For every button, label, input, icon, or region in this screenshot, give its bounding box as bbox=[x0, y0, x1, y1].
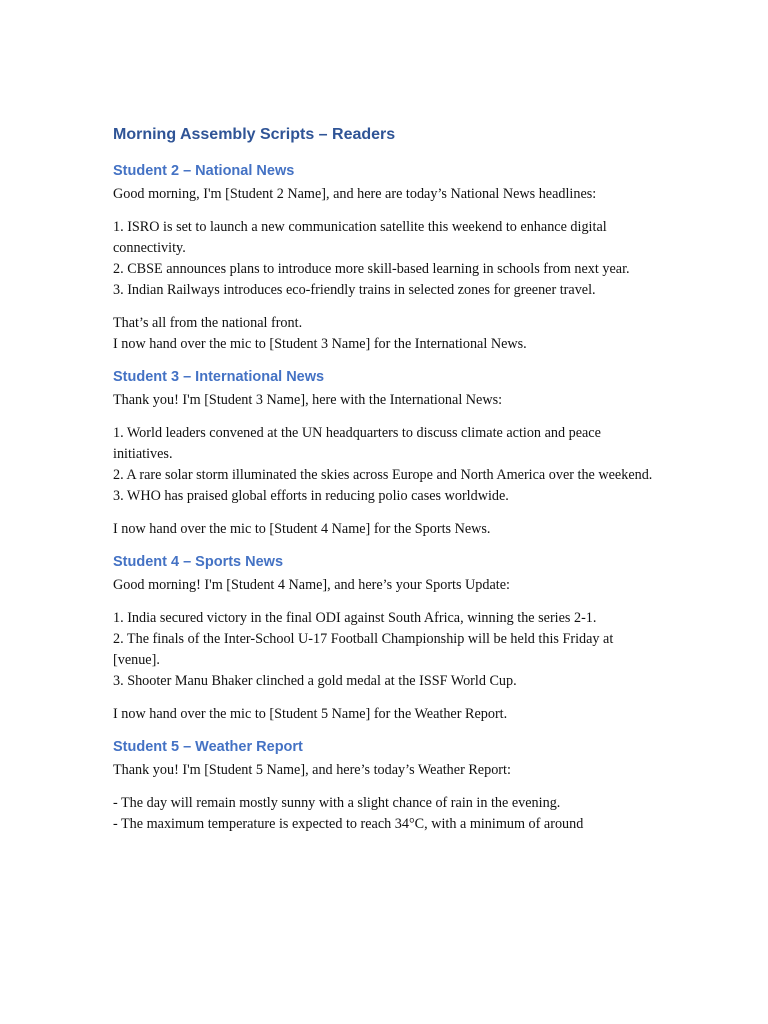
section-heading: Student 3 – International News bbox=[113, 369, 325, 385]
section-closing bbox=[113, 704, 661, 725]
section-international-news bbox=[113, 367, 661, 540]
document-title: Morning Assembly Scripts – Readers bbox=[113, 126, 396, 143]
section-national-news bbox=[113, 161, 661, 355]
headline-item: 3. Shooter Manu Bhaker clinched a gold medal at the ISSF World Cup. bbox=[113, 673, 517, 689]
closing-line: I now hand over the mic to [Student 3 Name] for the International News. bbox=[113, 336, 527, 352]
headline-item: 2. A rare solar storm illuminated the skies across Europe and North America over the weekend. bbox=[113, 467, 653, 483]
section-closing bbox=[113, 313, 661, 355]
headline-list bbox=[113, 423, 661, 507]
headline-item: 1. World leaders convened at the UN headquarters to discuss climate action and peace initiatives. bbox=[113, 425, 601, 462]
section-weather-report bbox=[113, 737, 661, 835]
section-heading: Student 4 – Sports News bbox=[113, 554, 284, 570]
section-heading: Student 2 – National News bbox=[113, 163, 295, 179]
document-page bbox=[113, 124, 661, 847]
headline-item: 1. India secured victory in the final ODI against South Africa, winning the series 2-1. bbox=[113, 610, 597, 626]
headline-item: 1. ISRO is set to launch a new communication satellite this weekend to enhance digital connectivity. bbox=[113, 219, 607, 256]
headline-list bbox=[113, 608, 661, 692]
section-closing bbox=[113, 519, 661, 540]
headline-list bbox=[113, 217, 661, 301]
closing-line: I now hand over the mic to [Student 5 Name] for the Weather Report. bbox=[113, 706, 508, 722]
weather-item: - The day will remain mostly sunny with a slight chance of rain in the evening. bbox=[113, 795, 561, 811]
section-intro: Good morning, I'm [Student 2 Name], and here are today’s National News headlines: bbox=[113, 186, 597, 202]
closing-line: That’s all from the national front. bbox=[113, 315, 303, 331]
closing-line: I now hand over the mic to [Student 4 Name] for the Sports News. bbox=[113, 521, 491, 537]
section-intro: Good morning! I'm [Student 4 Name], and here’s your Sports Update: bbox=[113, 577, 510, 593]
section-intro: Thank you! I'm [Student 3 Name], here with the International News: bbox=[113, 392, 503, 408]
headline-item: 2. The finals of the Inter-School U-17 Football Championship will be held this Friday at [venue]. bbox=[113, 631, 614, 668]
section-sports-news bbox=[113, 552, 661, 725]
weather-list bbox=[113, 793, 661, 835]
weather-item: - The maximum temperature is expected to reach 34°C, with a minimum of around bbox=[113, 816, 584, 832]
headline-item: 2. CBSE announces plans to introduce more skill-based learning in schools from next year. bbox=[113, 261, 630, 277]
section-intro: Thank you! I'm [Student 5 Name], and here’s today’s Weather Report: bbox=[113, 762, 511, 778]
section-heading: Student 5 – Weather Report bbox=[113, 739, 303, 755]
headline-item: 3. Indian Railways introduces eco-friendly trains in selected zones for greener travel. bbox=[113, 282, 596, 298]
headline-item: 3. WHO has praised global efforts in reducing polio cases worldwide. bbox=[113, 488, 509, 504]
